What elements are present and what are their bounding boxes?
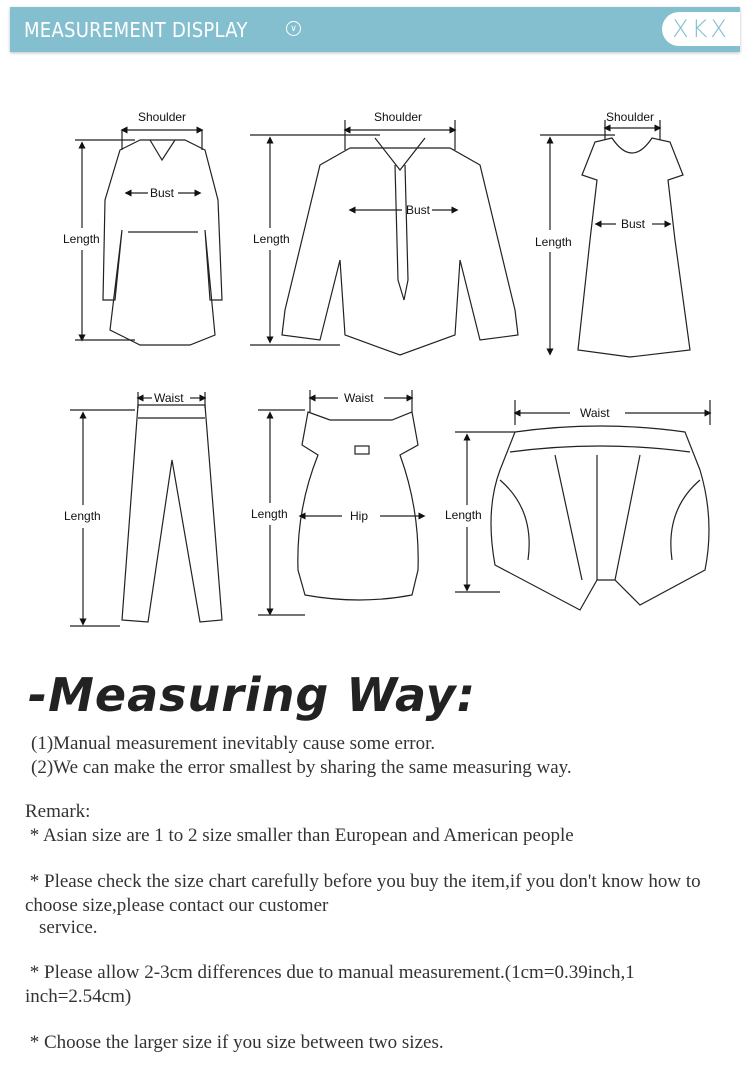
shirt-shoulder-label: Shoulder [374,110,423,124]
coat-shoulder-label: Shoulder [138,110,187,124]
chevron-down-icon: ∨ [286,21,301,36]
remark-item: * Choose the larger size if you size between two sizes. [25,1032,444,1053]
remark-item: * Please check the size chart carefully before you buy the item,if you don't know how to choose size,please contact our customer [25,871,706,916]
dress-shoulder-label: Shoulder [606,110,655,124]
skirt-length-label: Length [251,507,288,521]
shorts-figure [455,400,710,610]
pants-length-label: Length [64,509,101,523]
remark-item: service. [39,917,98,938]
dress-length-label: Length [535,235,572,249]
measurement-diagram [0,80,750,640]
remark-title: Remark: [25,801,91,822]
skirt-figure [258,390,422,615]
shirt-bust-label: Bust [406,203,431,217]
shorts-waist-label: Waist [580,406,610,420]
skirt-waist-label: Waist [344,391,374,405]
measuring-line-2: (2)We can make the error smallest by sharing the same measuring way. [31,757,572,778]
coat-length-label: Length [63,232,100,246]
section-header [10,7,740,52]
shirt-length-label: Length [253,232,290,246]
shirt-figure [250,120,518,355]
measuring-line-1: (1)Manual measurement inevitably cause some error. [31,733,436,754]
header-title: MEASUREMENT DISPLAY [24,18,248,42]
measuring-way-title: -Measuring Way: [28,668,477,722]
pants-waist-label: Waist [154,391,184,405]
coat-bust-label: Bust [150,186,175,200]
skirt-hip-label: Hip [350,509,369,523]
remark-item: * Asian size are 1 to 2 size smaller than European and American people [25,825,574,846]
dress-bust-label: Bust [621,217,646,231]
shorts-length-label: Length [445,508,482,522]
remark-item: * Please allow 2-3cm differences due to manual measurement.(1cm=0.39inch,1 inch=2.54cm) [25,962,640,1007]
brand-logo: XKX [662,12,740,46]
